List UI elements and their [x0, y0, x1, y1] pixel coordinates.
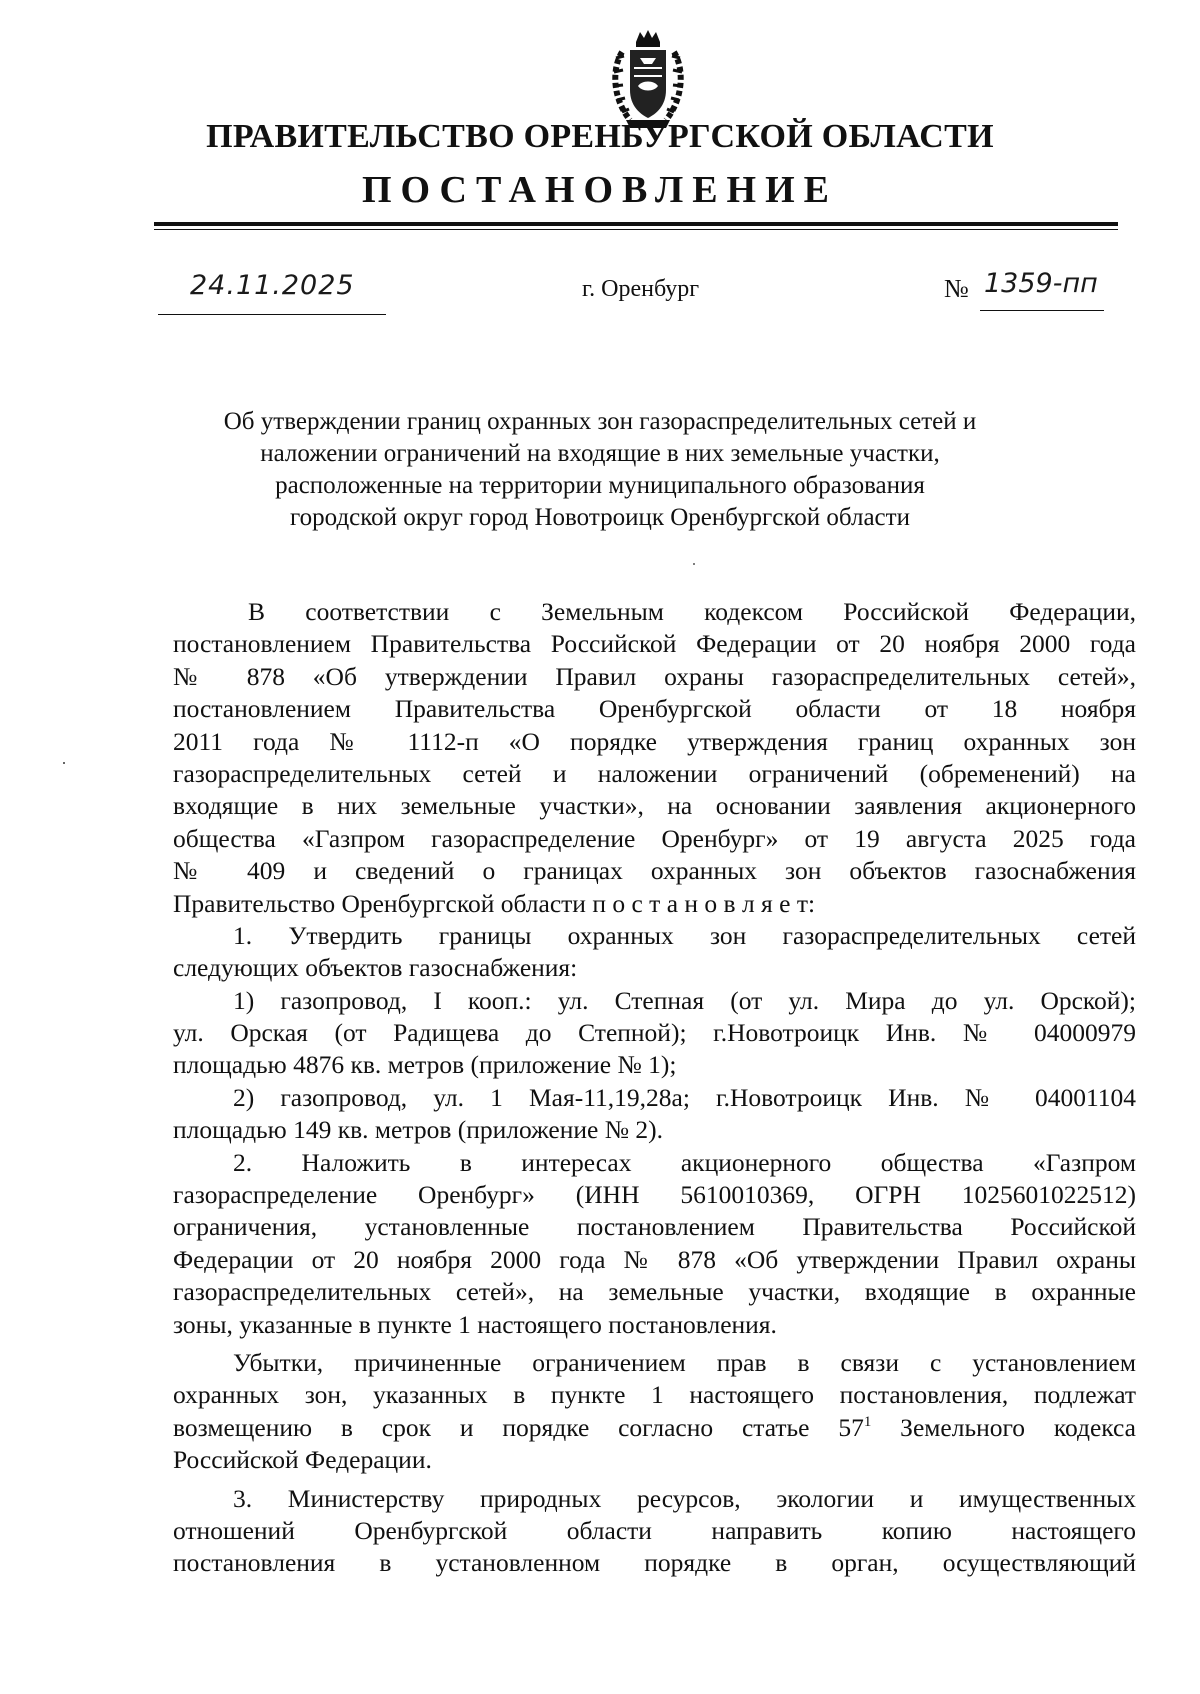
document-body: [173, 596, 1136, 1580]
document-number: 1359-пп: [984, 268, 1098, 299]
document-title: [0, 406, 1200, 534]
body-line: 2) газопровод, ул. 1 Мая-11,19,28а; г.Новотроицк Инв. № 04001104: [233, 1082, 1136, 1112]
document-number-field: [980, 268, 1104, 311]
body-line: постановлением Правительства Российской Федерации от 20 ноября 2000 года: [173, 629, 1136, 659]
body-line: Правительство Оренбургской области п о с т а н о в л я е т:: [173, 888, 816, 918]
body-line: отношений Оренбургской области направить копию настоящего: [173, 1515, 1136, 1545]
body-line: площадью 4876 кв. метров (приложение № 1);: [173, 1050, 677, 1080]
body-line: ул. Орская (от Радищева до Степной); г.Новотроицк Инв. № 04000979: [173, 1018, 1136, 1048]
body-text: Земельного кодекса: [871, 1412, 1136, 1442]
article-superscript: 1: [863, 1413, 872, 1430]
body-line: газораспределение Оренбург» (ИНН 5610010369, ОГРН 1025601022512): [173, 1180, 1136, 1210]
body-line-with-superscript: [173, 1412, 1136, 1444]
document-number-label: №: [944, 274, 969, 303]
body-line: Убытки, причиненные ограничением прав в связи с установлением: [233, 1347, 1136, 1377]
body-line: В соответствии с Земельным кодексом Российской Федерации,: [248, 597, 1136, 626]
body-line: площадью 149 кв. метров (приложение № 2).: [173, 1115, 664, 1145]
title-line: расположенные на территории муниципального образования: [275, 472, 925, 499]
emblem-icon: [606, 28, 690, 132]
title-line: городской округ город Новотроицк Оренбургской области: [290, 504, 910, 531]
body-line: 2011 года № 1112-п «О порядке утверждения границ охранных зон: [173, 726, 1136, 756]
body-line: Российской Федерации.: [173, 1445, 432, 1475]
body-line: охранных зон, указанных в пункте 1 настоящего постановления, подлежат: [173, 1380, 1136, 1410]
document-date-field: [158, 268, 386, 315]
scan-speck: [693, 563, 695, 565]
body-line: № 409 и сведений о границах охранных зон объектов газоснабжения: [173, 856, 1136, 886]
body-text: возмещению в срок и порядке согласно статье 57: [173, 1412, 864, 1442]
document-date: 24.11.2025: [190, 270, 355, 301]
body-line: зоны, указанные в пункте 1 настоящего постановления.: [173, 1309, 777, 1339]
body-line: газораспределительных сетей и наложении ограничений (обременений) на: [173, 758, 1136, 788]
body-line: общества «Газпром газораспределение Оренбург» от 19 августа 2025 года: [173, 823, 1136, 853]
body-line: входящие в них земельные участки», на основании заявления акционерного: [173, 791, 1136, 821]
body-line: газораспределительных сетей», на земельные участки, входящие в охранные: [173, 1277, 1136, 1307]
header-rule-thick: [154, 222, 1118, 226]
coat-of-arms-emblem: [606, 28, 690, 132]
body-line: № 878 «Об утверждении Правил охраны газораспределительных сетей»,: [173, 661, 1136, 691]
scan-speck: [63, 762, 65, 764]
title-line: наложении ограничений на входящие в них земельные участки,: [260, 440, 940, 467]
document-type: ПОСТАНОВЛЕНИЕ: [361, 169, 839, 211]
body-line: ограничения, установленные постановлением Правительства Российской: [173, 1212, 1136, 1242]
body-line: 3. Министерству природных ресурсов, экологии и имущественных: [233, 1483, 1136, 1513]
body-line: следующих объектов газоснабжения:: [173, 953, 578, 983]
body-line: Федерации от 20 ноября 2000 года № 878 «Об утверждении Правил охраны: [173, 1244, 1136, 1274]
header-rule-thin: [154, 229, 1118, 230]
body-line: 1) газопровод, I кооп.: ул. Степная (от ул. Мира до ул. Орской);: [233, 985, 1136, 1015]
body-line: 2. Наложить в интересах акционерного общества «Газпром: [233, 1147, 1136, 1177]
organization-name: ПРАВИТЕЛЬСТВО ОРЕНБУРГСКОЙ ОБЛАСТИ: [206, 118, 994, 155]
document-city: г. Оренбург: [582, 276, 700, 302]
body-line: 1. Утвердить границы охранных зон газораспределительных сетей: [233, 920, 1136, 950]
body-line: постановления в установленном порядке в орган, осуществляющий: [173, 1548, 1136, 1578]
title-line: Об утверждении границ охранных зон газораспределительных сетей и: [223, 408, 977, 435]
body-line: постановлением Правительства Оренбургской области от 18 ноября: [173, 694, 1136, 724]
